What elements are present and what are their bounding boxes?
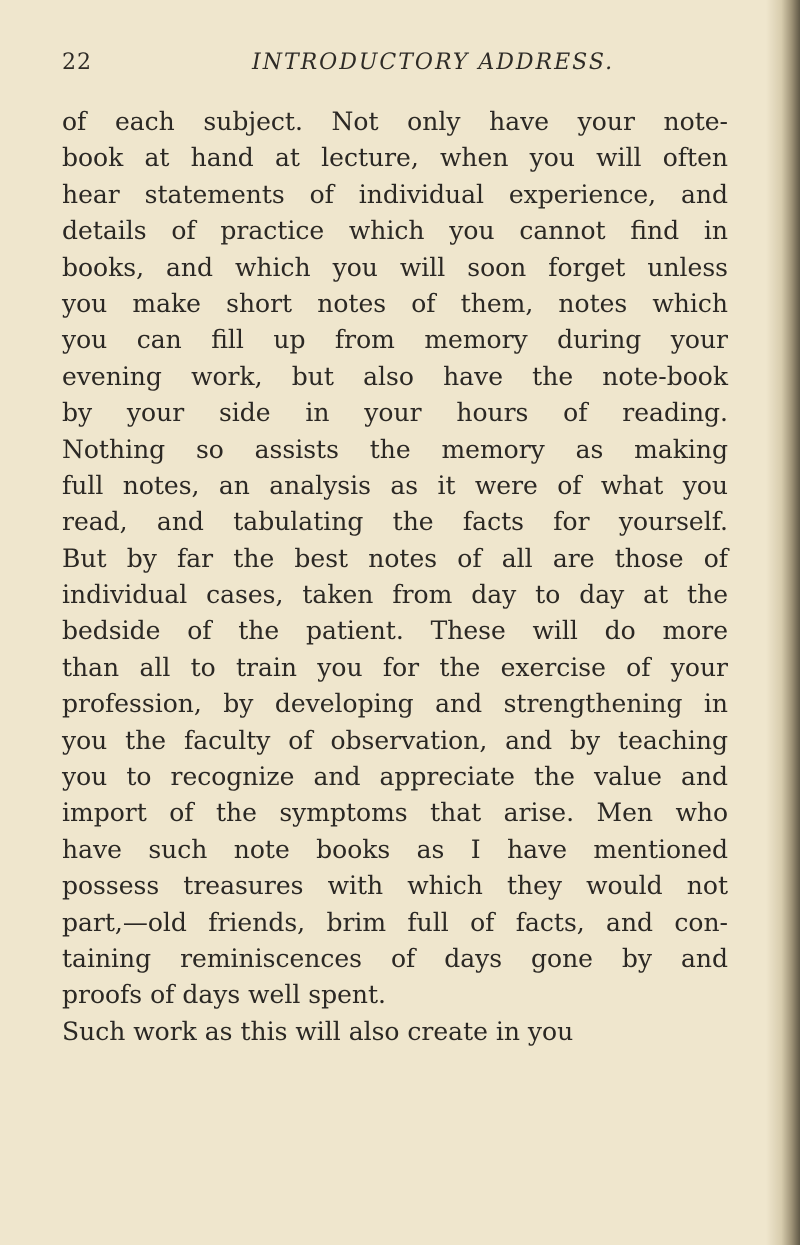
text-line: you to recognize and appreciate the value and [62, 762, 728, 792]
text-line: you can fill up from memory during your [62, 325, 728, 355]
text-line: Nothing so assists the memory as making [62, 434, 728, 464]
running-head: INTRODUCTORY ADDRESS. [252, 50, 615, 75]
text-line: you make short notes of them, notes which [62, 288, 728, 318]
page-number: 22 [62, 50, 92, 75]
text-line: possess treasures with which they would not [62, 871, 728, 901]
text-line: taining reminiscences of days gone by and [62, 943, 728, 973]
text-line: profession, by developing and strengthening in [62, 689, 728, 719]
text-line: hear statements of individual experience, and [62, 179, 728, 209]
text-line: you the faculty of observation, and by teaching [62, 725, 728, 755]
text-line: books, and which you will soon forget unless [62, 252, 728, 282]
text-line: than all to train you for the exercise of your [62, 652, 728, 682]
text-line: of each subject. Not only have your note- [62, 107, 728, 136]
text-line: evening work, but also have the note-book [62, 361, 728, 391]
text-line: read, and tabulating the facts for yourself. [62, 507, 728, 537]
text-line: individual cases, taken from day to day at the [62, 580, 728, 610]
text-line: But by far the best notes of all are those of [62, 543, 728, 573]
text-line: bedside of the patient. These will do more [62, 616, 728, 646]
page-spine-shadow [766, 0, 800, 1245]
text-line: proofs of days well spent. [62, 980, 386, 1010]
text-line: by your side in your hours of reading. [62, 398, 728, 428]
text-line: details of practice which you cannot find in [62, 216, 728, 246]
text-line: part,—old friends, brim full of facts, and con- [62, 907, 728, 937]
text-line: have such note books as I have mentioned [62, 834, 728, 864]
text-line: import of the symptoms that arise. Men who [62, 798, 728, 828]
text-line: book at hand at lecture, when you will often [62, 143, 728, 173]
text-line: full notes, an analysis as it were of what you [62, 470, 728, 500]
page-header [62, 50, 722, 90]
body-text [62, 104, 728, 1050]
text-line: Such work as this will also create in you [62, 1016, 574, 1046]
